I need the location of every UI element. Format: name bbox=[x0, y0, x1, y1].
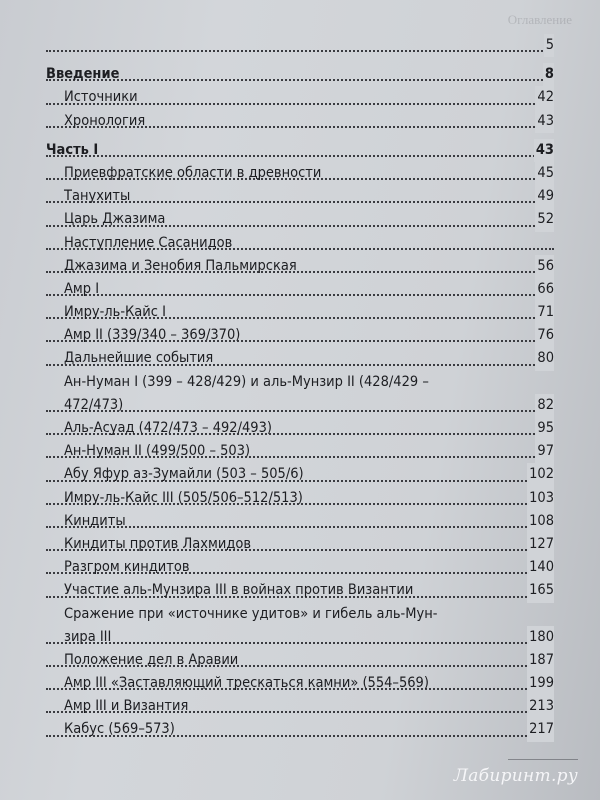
toc-entry bbox=[46, 63, 554, 86]
toc-entry-title bbox=[46, 510, 130, 533]
dot-leader bbox=[46, 155, 554, 157]
toc-entry-title bbox=[46, 347, 217, 370]
toc-entry bbox=[46, 626, 554, 649]
toc-entry-title bbox=[46, 208, 169, 231]
toc-entry bbox=[46, 556, 554, 579]
toc-entry-title bbox=[46, 579, 417, 602]
toc-entry-title-text: Введение bbox=[46, 66, 120, 83]
toc-entry-page-number: 140 bbox=[527, 556, 554, 579]
toc-entry-page-number: 180 bbox=[527, 626, 554, 649]
toc-entry-page-number: 43 bbox=[534, 139, 554, 162]
toc-entry-title bbox=[46, 371, 433, 394]
toc-entry bbox=[46, 162, 554, 185]
toc-entry-title-text: Абу Яфур аз-Зумайли (503 – 505/6) bbox=[64, 466, 304, 483]
toc-entry-title-text: Аль-Асуад (472/473 – 492/493) bbox=[64, 420, 272, 436]
toc-entry bbox=[46, 301, 554, 324]
toc-entry-page-number: 97 bbox=[535, 440, 554, 463]
toc-entry-title bbox=[46, 278, 103, 301]
toc-entry-page-number: 82 bbox=[535, 394, 554, 417]
toc-entry-title-text: Киндиты против Лахмидов bbox=[64, 535, 252, 552]
toc-entry-title-text: Разгром киндитов bbox=[64, 559, 190, 576]
bleed-through-text: Оглавление bbox=[507, 12, 572, 27]
toc-entry bbox=[46, 347, 554, 370]
toc-entry-title bbox=[46, 110, 149, 133]
toc-entry-title-text: Амр III и Византия bbox=[64, 698, 189, 715]
toc-entry-page-number: 56 bbox=[535, 255, 554, 278]
toc-entry bbox=[46, 649, 554, 672]
toc-entry-title-text: Киндиты bbox=[64, 512, 126, 529]
toc-entry-title-text: Танухиты bbox=[64, 188, 131, 205]
toc-entry-title-text: Сражение при «источнике удитов» и гибель аль-Мун- bbox=[64, 605, 438, 622]
dot-leader bbox=[46, 50, 554, 52]
toc-entry-title-text: Ан-Нуман II (499/500 – 503) bbox=[64, 443, 251, 460]
toc-entry-title bbox=[46, 718, 179, 741]
toc-entry-page-number: 71 bbox=[535, 301, 554, 324]
toc-entry-title-text: Джазима и Зенобия Пальмирская bbox=[64, 257, 297, 274]
toc-entry-page-number: 187 bbox=[527, 649, 554, 672]
toc-entry-title bbox=[46, 86, 142, 109]
toc-entry-page-number: 66 bbox=[535, 278, 554, 301]
toc-entry-title-text: Имру-ль-Кайс I bbox=[64, 304, 166, 321]
toc-entry bbox=[46, 672, 554, 695]
toc-entry-title-text: Положение дел в Аравии bbox=[64, 651, 239, 668]
toc-entry-title-text: Царь Джазима bbox=[64, 211, 166, 228]
toc-entry-title bbox=[46, 695, 192, 718]
toc-entry-title-text: Источники bbox=[64, 89, 138, 106]
toc-entry-title bbox=[46, 417, 276, 440]
toc-entry-title bbox=[46, 63, 123, 86]
toc-entry-title bbox=[46, 533, 255, 556]
table-of-contents bbox=[46, 34, 554, 742]
toc-entry bbox=[46, 185, 554, 208]
toc-entry-title-text: Хронология bbox=[64, 112, 146, 129]
toc-entry bbox=[46, 440, 554, 463]
toc-entry-title bbox=[46, 440, 254, 463]
toc-entry-page-number: 8 bbox=[543, 63, 554, 86]
labirint-watermark-logo: Лабиринт.ру bbox=[453, 766, 578, 786]
toc-entry bbox=[46, 718, 554, 741]
toc-entry-title-text: Часть I bbox=[46, 141, 99, 158]
toc-entry-title-text: Ан-Нуман I (399 – 428/429) и аль-Мунзир II (428/429 – bbox=[64, 373, 429, 390]
toc-entry-title bbox=[46, 185, 134, 208]
toc-entry-page-number: 42 bbox=[535, 86, 554, 109]
toc-entry-title bbox=[46, 162, 325, 185]
toc-entry-page-number: 108 bbox=[527, 510, 554, 533]
dot-leader bbox=[46, 642, 554, 644]
toc-entry-title bbox=[46, 301, 170, 324]
toc-entry bbox=[46, 695, 554, 718]
toc-entry-page-number: 213 bbox=[527, 695, 554, 718]
toc-entry bbox=[46, 255, 554, 278]
toc-entry-page-number: 5 bbox=[544, 34, 554, 57]
toc-entry-title bbox=[46, 649, 242, 672]
toc-entry-page-number: 76 bbox=[535, 324, 554, 347]
toc-entry-title bbox=[46, 232, 236, 255]
toc-entry bbox=[46, 139, 554, 162]
toc-entry-title bbox=[46, 556, 194, 579]
toc-entry-page-number: 43 bbox=[535, 110, 554, 133]
toc-entry-title bbox=[46, 255, 301, 278]
toc-entry-title bbox=[46, 139, 102, 162]
toc-entry-title bbox=[46, 394, 127, 417]
toc-entry-page-number: 165 bbox=[527, 579, 554, 602]
toc-entry bbox=[46, 232, 554, 255]
toc-entry-title bbox=[46, 324, 244, 347]
toc-entry-page-number: 102 bbox=[527, 463, 554, 486]
toc-entry-page-number: 199 bbox=[527, 672, 554, 695]
toc-entry-page-number: 95 bbox=[535, 417, 554, 440]
toc-entry-title bbox=[46, 672, 433, 695]
toc-entry bbox=[46, 579, 554, 602]
toc-entry bbox=[46, 533, 554, 556]
toc-entry bbox=[46, 34, 554, 57]
toc-entry bbox=[46, 394, 554, 417]
toc-entry bbox=[46, 417, 554, 440]
toc-entry bbox=[46, 510, 554, 533]
toc-entry-page-number: 127 bbox=[527, 533, 554, 556]
toc-entry-page-number: 45 bbox=[535, 162, 554, 185]
toc-entry bbox=[46, 324, 554, 347]
toc-entry bbox=[46, 110, 554, 133]
toc-entry-title-text: Участие аль-Мунзира III в войнах против Византии bbox=[64, 582, 414, 599]
toc-entry-title bbox=[46, 487, 307, 510]
toc-entry-title-text: зира III bbox=[64, 628, 112, 645]
toc-entry-title bbox=[46, 463, 308, 486]
toc-entry bbox=[46, 371, 554, 394]
toc-entry bbox=[46, 603, 554, 626]
toc-entry-page-number: 52 bbox=[535, 208, 554, 231]
toc-entry bbox=[46, 86, 554, 109]
toc-entry-title-text: Наступление Сасанидов bbox=[64, 234, 233, 251]
toc-entry-title-text: Амр III «Заставляющий трескаться камни» (554–569) bbox=[64, 675, 429, 692]
toc-entry-title bbox=[46, 603, 441, 626]
toc-entry bbox=[46, 278, 554, 301]
logo-divider bbox=[508, 759, 578, 760]
toc-entry-page-number: 49 bbox=[535, 185, 554, 208]
dot-leader bbox=[46, 294, 554, 296]
toc-entry-title-text: 472/473) bbox=[64, 396, 124, 413]
toc-entry-title-text: Амр II (339/340 – 369/370) bbox=[64, 327, 241, 344]
toc-entry-title-text: Приевфратские области в древности bbox=[64, 164, 322, 181]
toc-entry-title-text: Дальнейшие события bbox=[64, 350, 214, 367]
toc-entry-title-text: Кабус (569–573) bbox=[64, 721, 175, 738]
toc-entry-page-number: 217 bbox=[527, 718, 554, 741]
toc-entry bbox=[46, 208, 554, 231]
toc-entry-page-number: 80 bbox=[535, 347, 554, 370]
toc-entry-title bbox=[46, 626, 115, 649]
toc-entry bbox=[46, 487, 554, 510]
toc-entry-title-text: Амр I bbox=[64, 280, 100, 297]
toc-entry bbox=[46, 463, 554, 486]
toc-entry-title-text: Имру-ль-Кайс III (505/506–512/513) bbox=[64, 489, 303, 506]
toc-entry-page-number: 103 bbox=[527, 487, 554, 510]
